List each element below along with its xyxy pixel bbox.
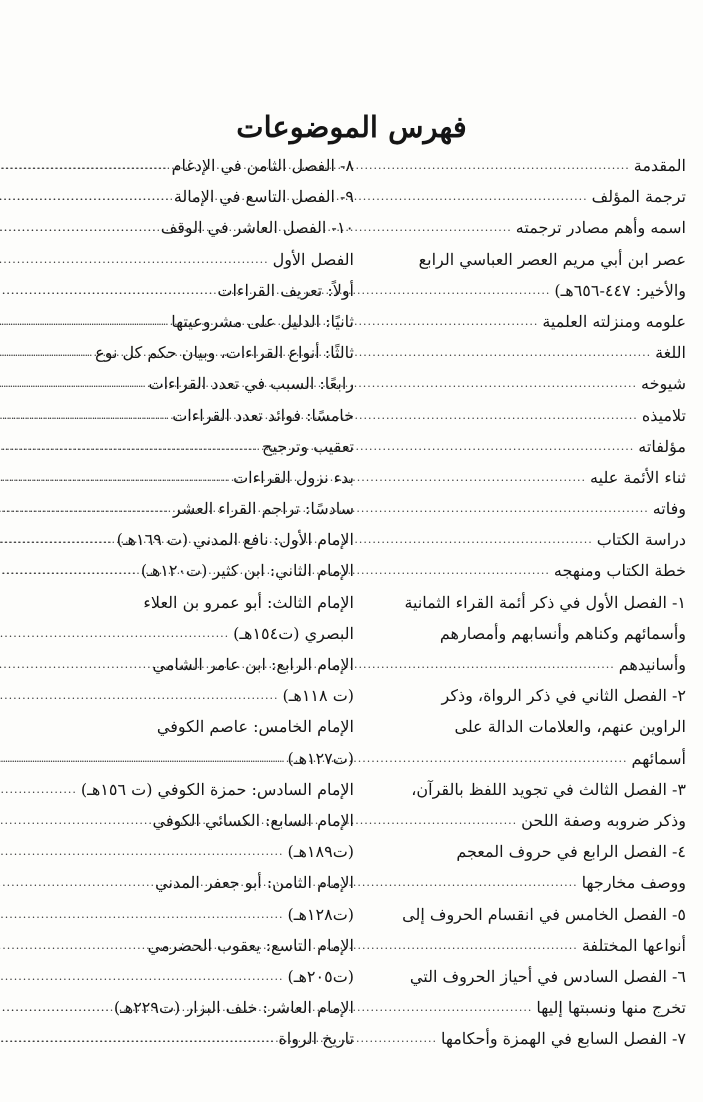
toc-entry[interactable]	[356, 992, 686, 1023]
toc-entry[interactable]	[24, 1023, 354, 1054]
toc-entry[interactable]	[356, 181, 686, 212]
toc-entry-title: ترجمة المؤلف	[591, 187, 686, 207]
toc-entry-title: الإمام الثاني: ابن كثير (ت١٢٠هـ)	[140, 561, 354, 581]
toc-entry[interactable]	[356, 555, 686, 586]
toc-entry[interactable]	[356, 150, 686, 181]
toc-entry-title: ٣- الفصل الثالث في تجويد اللفظ بالقرآن،	[411, 779, 686, 799]
toc-entry-title: ٨- الفصل الثامن في الإدغام	[171, 156, 354, 175]
toc-entry-title: الراوين عنهم، والعلامات الدالة على	[454, 717, 686, 737]
toc-entry-title: ثناء الأئمة عليه	[590, 467, 686, 487]
toc-entry[interactable]	[24, 212, 354, 243]
toc-entry[interactable]	[24, 649, 354, 680]
toc-entry-title: (ت١٢٧هـ)	[287, 748, 354, 768]
toc-entry[interactable]	[24, 930, 354, 961]
toc-entry[interactable]	[24, 805, 354, 836]
toc-entry[interactable]	[24, 306, 354, 337]
toc-entry[interactable]	[356, 961, 686, 992]
toc-entry[interactable]	[24, 774, 354, 805]
toc-entry-title: ٦- الفصل السادس في أحياز الحروف التي	[409, 966, 686, 986]
dot-leader	[0, 524, 113, 555]
toc-entry[interactable]	[356, 587, 686, 618]
toc-entry-title: ٩- الفصل التاسع في الإمالة	[173, 187, 354, 207]
toc-entry-title: شيوخه	[641, 374, 686, 394]
toc-entry-title: مؤلفاته	[638, 436, 686, 456]
toc-entry-title: الإمام السادس: حمزة الكوفي (ت ١٥٦هـ)	[80, 779, 354, 799]
toc-entry-title: تخرج منها ونسبتها إليها	[536, 998, 686, 1018]
toc-entry-title: دراسة الكتاب	[596, 530, 686, 550]
toc-entry-title: (ت١٢٨هـ)	[287, 904, 354, 924]
toc-entry-title: رابعًا: السبب في تعدد القراءات	[148, 374, 354, 394]
toc-entry-title: عصر ابن أبي مريم العصر العباسي الرابع	[418, 249, 686, 269]
toc-entry[interactable]	[24, 618, 354, 649]
toc-entry[interactable]	[24, 337, 354, 368]
toc-entry-title: تاريخ الرواة	[278, 1029, 354, 1049]
toc-entry[interactable]	[24, 150, 354, 181]
dot-leader	[0, 618, 229, 649]
toc-entry[interactable]	[24, 368, 354, 399]
toc-entry-title: اللغة	[655, 343, 686, 363]
toc-entry[interactable]	[356, 805, 686, 836]
toc-entry[interactable]	[356, 711, 686, 742]
toc-left-column	[24, 150, 354, 1054]
toc-entry-title: (ت٢٠٥هـ)	[287, 966, 354, 986]
toc-entry[interactable]	[356, 306, 686, 337]
toc-entry[interactable]	[24, 992, 354, 1023]
toc-entry-title: الإمام الخامس: عاصم الكوفي	[156, 717, 354, 737]
dot-leader	[0, 150, 168, 181]
toc-entry[interactable]	[24, 244, 354, 275]
dot-leader	[0, 680, 278, 711]
toc-entry[interactable]	[24, 680, 354, 711]
dot-leader	[0, 961, 284, 992]
dot-leader	[0, 181, 170, 212]
toc-entry[interactable]	[24, 400, 354, 431]
toc-entry[interactable]	[24, 587, 354, 618]
toc-entry-title: الإمام السابع: الكسائي الكوفي	[152, 810, 354, 830]
toc-entry[interactable]	[356, 899, 686, 930]
toc-entry[interactable]	[24, 961, 354, 992]
toc-entry[interactable]	[24, 431, 354, 462]
toc-entry-title: الفصل الأول	[272, 249, 354, 269]
toc-entry-title: المقدمة	[633, 156, 686, 175]
toc-entry[interactable]	[24, 493, 354, 524]
toc-entry[interactable]	[24, 867, 354, 898]
toc-entry-title: ١٠- الفصل العاشر في الوقف	[160, 218, 354, 238]
toc-entry[interactable]	[356, 618, 686, 649]
toc-entry[interactable]	[356, 431, 686, 462]
dot-leader	[0, 368, 145, 399]
toc-entry-title: ٢- الفصل الثاني في ذكر الرواة، وذكر	[441, 686, 686, 706]
toc-entry-title: الإمام الرابع: ابن عامر الشامي	[152, 655, 354, 674]
toc-entry[interactable]	[24, 275, 354, 306]
dot-leader	[0, 244, 269, 275]
toc-entry[interactable]	[356, 400, 686, 431]
dot-leader	[0, 992, 110, 1023]
toc-entry-title: الإمام التاسع: يعقوب الحضرمي	[147, 935, 354, 955]
toc-entry[interactable]	[356, 244, 686, 275]
toc-entry[interactable]	[356, 337, 686, 368]
toc-entry-title: الإمام الثامن: أبو جعفر المدني	[155, 873, 354, 893]
toc-entry[interactable]	[356, 774, 686, 805]
toc-entry-title: وأسمائهم وكناهم وأنسابهم وأمصارهم	[439, 623, 686, 643]
page-title: فهرس الموضوعات	[236, 110, 467, 144]
toc-entry-title: أولاً: تعريف القراءات	[217, 280, 354, 300]
toc-entry[interactable]	[356, 930, 686, 961]
dot-leader	[0, 493, 169, 524]
dot-leader	[0, 306, 167, 337]
toc-entry-title: ٤- الفصل الرابع في حروف المعجم	[456, 842, 686, 862]
dot-leader	[0, 774, 77, 805]
toc-entry-title: ٧- الفصل السابع في الهمزة وأحكامها	[440, 1029, 686, 1049]
toc-entry-title: ٥- الفصل الخامس في انقسام الحروف إلى	[402, 904, 686, 924]
toc-entry[interactable]	[356, 867, 686, 898]
toc-entry[interactable]	[24, 181, 354, 212]
toc-entry-title: خطة الكتاب ومنهجه	[553, 561, 686, 581]
dot-leader	[0, 275, 213, 306]
toc-entry-title: تلاميذه	[641, 405, 686, 425]
toc-entry-title: الإمام الثالث: أبو عمرو بن العلاء	[143, 592, 354, 612]
toc-entry-title: تعقيب وترجيح	[262, 436, 354, 456]
dot-leader	[0, 400, 168, 431]
toc-entry-title: البصري (ت١٥٤هـ)	[233, 623, 354, 643]
toc-entry-title: علومه ومنزلته العلمية	[542, 311, 686, 331]
toc-entry-title: ثالثًا: أنواع القراءات، وبيان حكم كل نوع	[95, 343, 354, 363]
toc-entry[interactable]	[356, 680, 686, 711]
toc-entry[interactable]	[356, 524, 686, 555]
toc-entry-title: وذكر ضروبه وصفة اللحن	[521, 810, 686, 830]
dot-leader	[0, 431, 258, 462]
toc-entry[interactable]	[24, 555, 354, 586]
toc-entry[interactable]	[356, 275, 686, 306]
toc-entry[interactable]	[356, 462, 686, 493]
toc-entry[interactable]	[356, 743, 686, 774]
toc-entry-title: الإمام الأول: نافع المدني (ت ١٦٩هـ)	[116, 530, 354, 550]
toc-entry[interactable]	[356, 368, 686, 399]
toc-entry-title: الإمام العاشر: خلف البزار (ت٢٢٩هـ)	[113, 998, 354, 1018]
dot-leader	[0, 337, 91, 368]
dot-leader	[0, 743, 284, 774]
toc-entry-title: وأسانيدهم	[618, 655, 686, 674]
toc-entry[interactable]	[356, 493, 686, 524]
dot-leader	[0, 836, 284, 867]
toc-entry[interactable]	[24, 836, 354, 867]
toc-entry-title: بدء نزول القراءات	[233, 467, 354, 487]
dot-leader	[0, 462, 229, 493]
toc-entry-title: أسمائهم	[631, 748, 686, 768]
toc-entry-title: ١- الفصل الأول في ذكر أئمة القراء الثمانية	[404, 592, 686, 612]
toc-entry-title: خامسًا: فوائد تعدد القراءات	[172, 405, 354, 425]
toc-entry-title: اسمه وأهم مصادر ترجمته	[515, 218, 686, 238]
dot-leader	[0, 899, 284, 930]
toc-entry-title: (ت١٨٩هـ)	[287, 842, 354, 862]
toc-entry[interactable]	[24, 711, 354, 742]
toc-entry-title: ثانيًا: الدليل على مشروعيتها	[171, 311, 354, 331]
toc-entry[interactable]	[356, 1023, 686, 1054]
toc-entry[interactable]	[356, 212, 686, 243]
toc-entry[interactable]	[24, 743, 354, 774]
toc-entry-title: والأخير: ٤٤٧-٦٥٦هـ)	[554, 280, 686, 300]
toc-entry-title: أنواعها المختلفة	[581, 935, 686, 955]
toc-entry[interactable]	[24, 462, 354, 493]
toc-entry[interactable]	[356, 836, 686, 867]
dot-leader	[0, 212, 157, 243]
toc-entry-title: (ت ١١٨هـ)	[282, 686, 354, 706]
toc-entry[interactable]	[356, 649, 686, 680]
dot-leader	[0, 1023, 274, 1054]
toc-entry[interactable]	[24, 899, 354, 930]
dot-leader	[0, 555, 137, 586]
toc-entry[interactable]	[24, 524, 354, 555]
toc-entry-title: ووصف مخارجها	[581, 873, 686, 893]
toc-entry-title: سادسًا: تراجم القراء العشر	[173, 499, 354, 519]
toc-entry-title: وفاته	[652, 499, 686, 519]
toc-right-column	[356, 150, 686, 1054]
